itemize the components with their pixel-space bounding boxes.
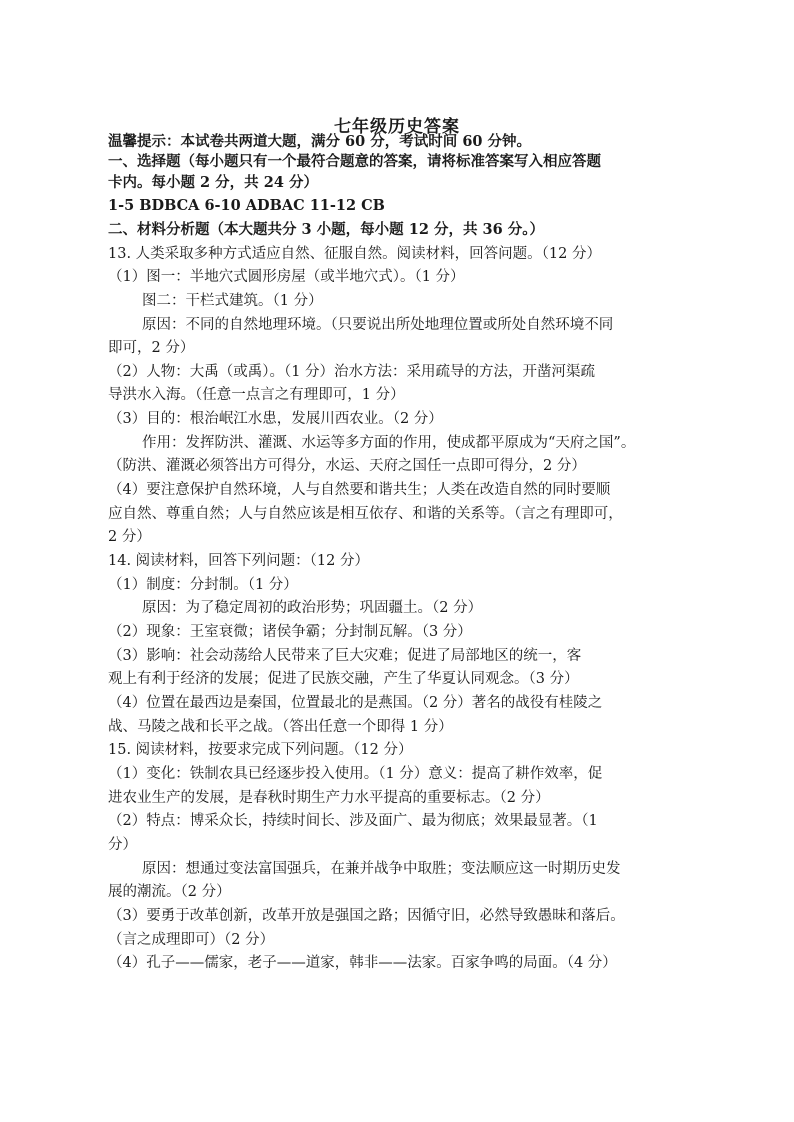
q13-answer-line: 作用：发挥防洪、灌溉、水运等多方面的作用，使成都平原成为“天府之国”。	[142, 435, 636, 451]
q15-answer-line: 原因：想通过变法富国强兵，在兼并战争中取胜；变法顺应这一时期历史发	[142, 861, 621, 877]
q13-answer-line: 图二：干栏式建筑。（1 分）	[142, 293, 323, 309]
q14-answer-line: 观上有利于经济的发展；促进了民族交融，产生了华夏认同观念。（3 分）	[108, 671, 579, 687]
q14-answer-line: （4）位置在最西边是秦国，位置最北的是燕国。（2 分）著名的战役有桂陵之	[108, 695, 603, 711]
q13-answer-line: 原因：不同的自然地理环境。（只要说出所处地理位置或所处自然环境不同	[142, 317, 614, 333]
section-one-heading: 一、选择题（每小题只有一个最符合题意的答案，请将标准答案写入相应答题	[108, 153, 601, 170]
q14-answer-line: （2）现象：王室衰微；诸侯争霸；分封制瓦解。（3 分）	[108, 624, 472, 640]
section-one-heading-cont: 卡内。每小题 2 分，共 24 分）	[108, 174, 318, 191]
q15-answer-line: 展的潮流。（2 分）	[108, 884, 231, 900]
q13-answer-line: （3）目的：根治岷江水患，发展川西农业。（2 分）	[108, 411, 443, 427]
q13-answer-line: 即可，2 分）	[108, 340, 195, 356]
page-title: 七年级历史答案	[334, 117, 460, 137]
q15-answer-line: 分）	[108, 837, 137, 853]
notice-line: 温馨提示：本试卷共两道大题，满分 60 分，考试时间 60 分钟。	[108, 133, 532, 150]
q13-answer-line: 导洪水入海。（任意一点言之有理即可，1 分）	[108, 387, 405, 403]
q15-answer-line: （1）变化：铁制农具已经逐步投入使用。（1 分）意义：提高了耕作效率，促	[108, 766, 603, 782]
q14-answer-line: （1）制度：分封制。（1 分）	[108, 577, 298, 593]
q14-answer-line: （3）影响：社会动荡给人民带来了巨大灾难；促进了局部地区的统一，客	[108, 648, 582, 664]
q15-answer-line: （言之成理即可）（2 分）	[108, 932, 275, 948]
q15-answer-line: （3）要勇于改革创新，改革开放是强国之路；因循守旧，必然导致愚昧和落后。	[108, 908, 625, 924]
q13-answer-line: （防洪、灌溉必须答出方可得分，水运、天府之国任一点即可得分，2 分）	[108, 458, 586, 474]
q14-heading: 14. 阅读材料，回答下列问题：（12 分）	[108, 553, 369, 569]
q14-answer-line: 原因：为了稳定周初的政治形势；巩固疆土。（2 分）	[142, 600, 483, 616]
choice-answers: 1-5 BDBCA 6-10 ADBAC 11-12 CB	[108, 197, 385, 214]
q13-answer-line: （2）人物：大禹（或禹）。（1 分）治水方法：采用疏导的方法，开凿河渠疏	[108, 364, 596, 380]
q15-answer-line: （4）孔子——儒家，老子——道家，韩非——法家。百家争鸣的局面。（4 分）	[108, 955, 617, 971]
section-two-heading: 二、材料分析题（本大题共分 3 小题，每小题 12 分，共 36 分。）	[108, 221, 544, 238]
q13-answer-line: （4）要注意保护自然环境，人与自然要和谐共生；人类在改造自然的同时要顺	[108, 482, 611, 498]
q13-answer-line: 2 分）	[108, 529, 151, 545]
q13-answer-line: 应自然、尊重自然；人与自然应该是相互依存、和谐的关系等。（言之有理即可，	[108, 506, 623, 522]
q14-answer-line: 战、马陵之战和长平之战。（答出任意一个即得 1 分）	[108, 719, 453, 735]
q13-answer-line: （1）图一：半地穴式圆形房屋（或半地穴式）。（1 分）	[108, 269, 465, 285]
q15-heading: 15. 阅读材料，按要求完成下列问题。（12 分）	[108, 742, 413, 758]
q15-answer-line: （2）特点：博采众长，持续时间长、涉及面广、最为彻底；效果最显著。（1	[108, 813, 598, 829]
q15-answer-line: 进农业生产的发展，是春秋时期生产力水平提高的重要标志。（2 分）	[108, 790, 550, 806]
q13-heading: 13. 人类采取多种方式适应自然、征服自然。阅读材料，回答问题。（12 分）	[108, 246, 601, 262]
